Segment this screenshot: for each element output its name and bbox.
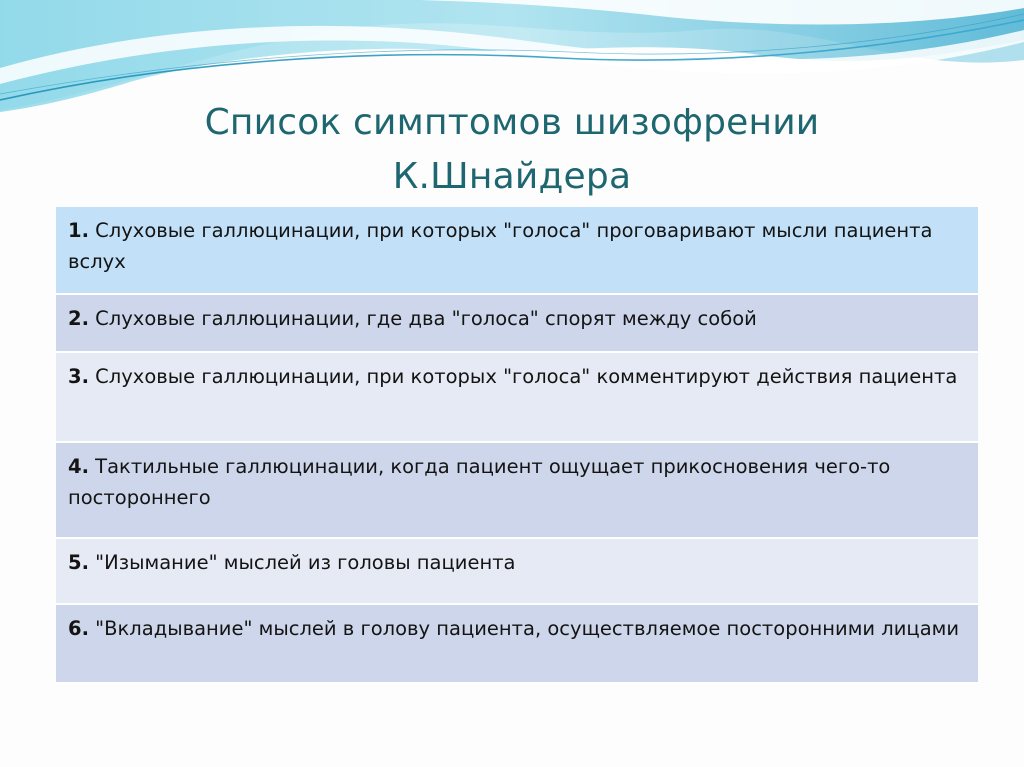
symptom-text: "Вкладывание" мыслей в голову пациента, осуществляемое посторонними лицами [88,617,960,640]
symptom-number: 6. [68,617,89,640]
symptom-row-5 [56,539,978,605]
symptom-text: Тактильные галлюцинации, когда пациент ощущает прикосновения чего-то постороннего [68,455,891,509]
symptom-row-1 [56,207,978,295]
slide-title-line1: Список симптомов шизофрении [204,102,820,144]
slide-title [120,96,904,204]
symptom-number: 5. [68,551,89,574]
symptom-table [56,207,978,684]
symptom-row-2 [56,295,978,353]
symptom-row-3 [56,353,978,443]
symptom-row-6 [56,605,978,684]
symptom-text: Слуховые галлюцинации, где два "голоса" спорят между собой [88,307,757,330]
symptom-number: 3. [68,365,89,388]
symptom-text: "Изымание" мыслей из головы пациента [88,551,516,574]
symptom-number: 4. [68,455,89,478]
symptom-number: 1. [68,219,89,242]
symptom-text: Слуховые галлюцинации, при которых "голоса" проговаривают мысли пациента вслух [68,219,933,273]
slide-title-line2: К.Шнайдера [392,156,632,198]
symptom-number: 2. [68,307,89,330]
symptom-text: Слуховые галлюцинации, при которых "голоса" комментируют действия пациента [88,365,958,388]
symptom-row-4 [56,443,978,539]
